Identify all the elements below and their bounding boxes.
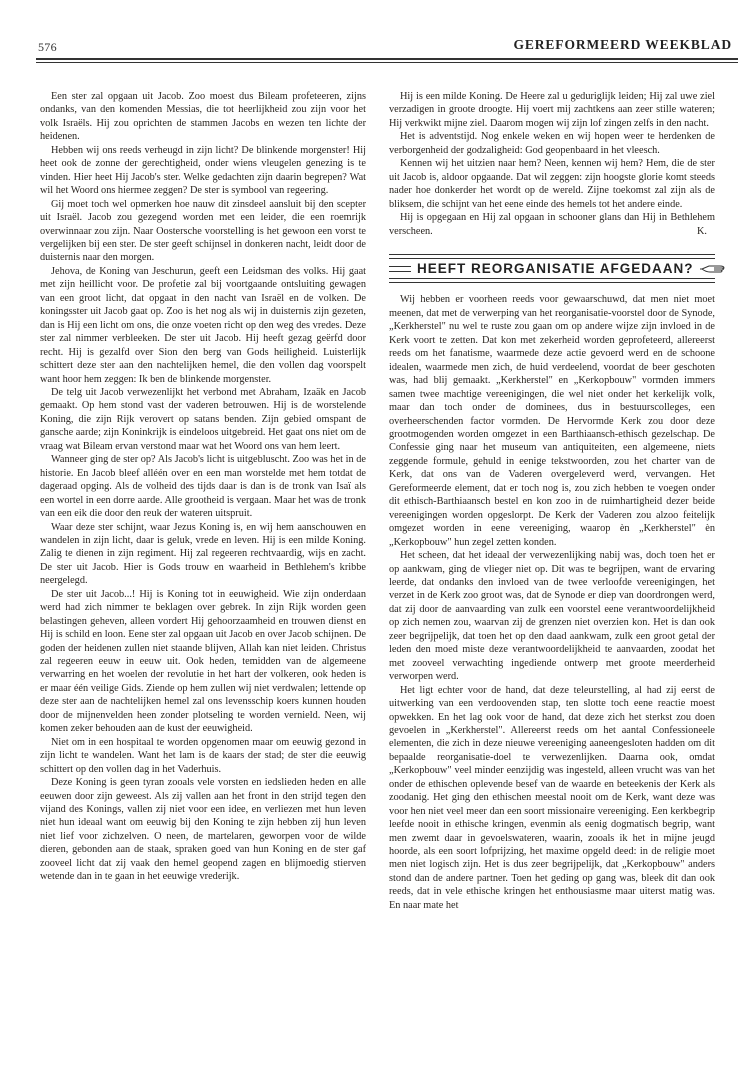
paragraph: Een ster zal opgaan uit Jacob. Zoo moest dus Bileam profeteeren, zijns ondanks, van den komenden Messias, die tot heerlijkheid zou zijn voor het volk Israëls. Hij zou oprichten de stammen Jacobs en wezen ten lichte der heidenen. xyxy=(40,91,366,143)
article-heading: HEEFT REORGANISATIE AFGEDAAN? xyxy=(417,261,694,276)
heading-line xyxy=(389,259,715,278)
paragraph: Deze Koning is geen tyran zooals vele vorsten en iedslieden heden en alle eeuwen door zijn geweest. Als zij vallen aan het front in den strijd tegen den vijand des Konings, vallen zij niet voor een idee, en verliezen met hun leven niet hun ideaal want om eeuwig bij den Koning te zijn hebben zij hun leven niet lief voor zichzelven. O neen, de martelaren, geworpen voor de wilde dieren, gebonden aan de staak, spraken goed van hun Koning en de ster gaf zooveel licht dat zij vaak den hemel geopend zagen en blijmoedig stierven wetende dan in te gaan in het eeuwige vrederijk. xyxy=(40,777,366,883)
paragraph: Het ligt echter voor de hand, dat deze teleurstelling, al had zij eerst de uitwerking van een verdoovenden stap, ten slotte toch eene reactie moest opwekken. En het lag ook voor de hand, dat deze zich het sterkst zou doen gevoelen in „Kerkherstel". Allereerst reeds om het aantal Confessioneele elementen, die zich in deze nieuwe vereeniging aaneengesloten hadden om dit bepaalde reorganisatie-doel te verwezenlijken. Daarna ook, omdat „Kerkopbouw" veel minder eenzijdig was ingesteld, alleen vrucht was van het onder de ethischen oplevende besef van de waarde en beteekenis der Kerk als zoodanig. Het ging den ethischen meestal nooit om de Kerk, want deze was voor hen niet veel meer dan een soort missionaire vereeniging. Een kerkbegrip leefde nooit in ethische kringen, evenmin als eenig dogmatisch begrip, want men zwemt daar in gevoelswateren, waarin, zooals ik het in mijne jeugd hoorde, als een soort lofprijzing, het maxime opgeld deed: in de religie moet men niet logisch zijn. Het is dus zeer begrijpelijk, dat „Kerkopbouw" anders stond dan de andere partner. Toen het geding op gang was, bleek dit dan ook reeds, dat in vele ethische kringen het enthousiasme maar uiterst matig was. En naar mate het xyxy=(389,684,715,911)
signoff: K. xyxy=(696,225,707,237)
paragraph: De ster uit Jacob...! Hij is Koning tot in eeuwigheid. Wie zijn onderdaan werd had zich nimmer te beklagen over gebrek. In zijn Rijk worden geen belastingen geheven, alleen vordert Hij gehoorzaamheid en trouwen dienst en Hij is schild en loon. Eene ster zal opgaan uit Jacob en over Jacob schijnen. De goden der heidenen zullen niet staande blijven, Allah kan niet leiden. Christus zal regeeren eeuw in eeuw uit. Ook heden, temidden van de algemeene verwarring en het woelen der revolutie in het hart der volkeren, ook heden is er maar één veilige Gids. Ziende op hem zullen wij niet verdwalen; lettende op deze ster aan de nachtelijken hemel zal ons levensschip koers kunnen houden door de mijnenvelden heen zonder plotseling te worden vernield. Neen, wij komen zeker behouden aan de kust der eeuwigheid. xyxy=(40,588,366,735)
paragraph-text: Hij is opgegaan en Hij zal opgaan in schooner glans dan Hij in Bethlehem verscheen. xyxy=(389,212,715,237)
paragraph: De telg uit Jacob verwezenlijkt het verbond met Abraham, Izaäk en Jacob gemaakt. Op hem stond vast der vaderen betrouwen. Hij is de worstelende Koning, die zijn Rijk verovert op satans benden. Zijn gebied omspant de gansche aarde; zijn Koninkrijk is eindeloos uitgebreid. Het gaat ons niet om de vraag wat Bileam ervan verstond maar wat het Woord ons van hem leert. xyxy=(40,386,366,452)
paragraph: Hebben wij ons reeds verheugd in zijn licht? De blinkende morgenster! Hij heet ook de zonne der gerechtigheid, onder wiens vleugelen genezing is te vinden. Hier heet Hij Jacob's ster. Welke gedachten zijn daarin begrepen? Wat wil het Woord ons hiermee zeggen? De ster is symbool van regeering. xyxy=(40,144,366,197)
heading-rule-bottom xyxy=(389,278,715,283)
paragraph: Hij is een milde Koning. De Heere zal u geduriglijk leiden; Hij zal uwe ziel verzadigen in groote droogte. Hij voert mij zachtkens aan zeer stille wateren; Hij verkwikt mijne ziel. Daarom mogen wij zijn lof zingen zelfs in den nacht. xyxy=(389,91,715,129)
paragraph: Kennen wij het uitzien naar hem? Neen, kennen wij hem? Hem, die de ster uit Jacob is, aldoor opgaande. Dat wil zeggen: zijn hoogste glorie komt steeds nader hoe donkerder het wordt op de wereld. Zijne toekomst zal zijn als de bliksem, die schijnt van het eene einde des hemels tot het andere einde. xyxy=(389,158,715,210)
paragraph: Het scheen, dat het ideaal der verwezenlijking nabij was, doch toen het er op aankwam, ging de vlieger niet op. Dit was te begrijpen, want de ervaring leerde, dat ondanks den invloed van de twee verloofde vereenigingen, het verzet in de Kerk zoo groot was, dat de Synode er diep van doordrongen werd, dat zij door de aanvaarding van zulk een voorstel eene verantwoordelijkheid op zich nemen zou, waarvan zij de grenzen niet overzien kon. Het is dan ook zeer begrijpelijk, dat toen het op den daad aankwam, zulk een groot getal der leden den moed miste deze verantwoordelijkheid te aanvaarden, zoodat het met zooveel verwachting ingediende ontwerp met groote meerderheid verworpen werd. xyxy=(389,550,715,683)
paragraph: Wij hebben er voorheen reeds voor gewaarschuwd, dat men niet moet meenen, dat met de verwerping van het reorganisatie-voorstel door de Synode, „Kerkherstel" nu wel te ruste zou gaan om op andere wijze zijn invloed in de Kerk voort te zetten. Dat kon met zekerheid worden geprofeteerd, allereerst reeds om het fanatisme, waarmede deze actie gevoerd werd en de schoone idealen, waarmede men zich, de huid verdeelend, voordat de beer geschoten was, had blij gemaakt. „Kerkherstel" en „Kerkopbouw" vormden immers samen twee machtige vereenigingen, die wel niet onder het kerkelijk volk, maar dan toch onder de dominees, dus in bestuurscolleges, een overheerschenden factor vormden. De Hervormde Kerk zou door deze grootmogenden worden omgezet in een Barthiaansch-ethisch gezelschap. De Confessie ging naar het museum van antiquiteiten, een algemeene, niets zeggende formule, gehuld in eenige tekstwoorden, zou het charter van de Kerk, dat ons van de Vaderen overgeleverd werd, vervangen. Het Gereformeerde element, dat er toch nog is, zou zich hebben te voegen onder dit ethisch-Barthiaansch bestel en kon zoo in de ruimhartigheid dezer beide vereenigingen worden opgeslorpt. De Kerk der Vaderen zou alzoo feitelijk omgezet worden in eene vereeniging, waarop èn „Kerkherstel" èn „Kerkopbouw" hun zegel zetten konden. xyxy=(389,294,715,548)
paragraph: Waar deze ster schijnt, waar Jezus Koning is, en wij hem aanschouwen en wandelen in zijn licht, daar is geluk, vrede en leven. Hij is een milde Koning. Zalig te dienen in zijn regiment. Hij zal regeeren rechtvaardig, wijs en zacht. De ster uit Jacob. Hier is Gods trouw en waarheid in Bethlehem's kribbe neergelegd. xyxy=(40,521,366,587)
paragraph: Gij moet toch wel opmerken hoe nauw dit zinsdeel aansluit bij den scepter uit Israël. Jacob zou gezegend worden met een leider, die een roemrijk overwinnaar zou zijn. Naar Oostersche voorstelling is het gewoon een vorst te vergelijken bij een ster. De ster geeft schijnsel in donkeren nacht, leidt door de duisternis naar den morgen. xyxy=(40,198,366,264)
paragraph: Wanneer ging de ster op? Als Jacob's licht is uitgebluscht. Zoo was het in de historie. En Jacob bleef alléén over en een man worstelde met hem totdat de dageraad opging. Als de volheid des tijds daar is dan is de tronk van Isaï als een wortel in een dorre aarde. Alle grootheid is vergaan. Maar het was de tronk van een eik die door den reuk der wateren uitspruit. xyxy=(40,454,366,520)
page-number: 576 xyxy=(38,40,57,54)
paragraph: Niet om in een hospitaal te worden opgenomen maar om eeuwig gezond in zijn licht te wandelen. Want het lam is de kaars der stad; de ster die eeuwig schittert op den vollen dag in het Vaderhuis. xyxy=(40,736,366,775)
right-column xyxy=(389,90,715,912)
paragraph: Het is adventstijd. Nog enkele weken en wij hopen weer te herdenken de verborgenheid der godzaligheid: God geopenbaard in het vleesch. xyxy=(389,131,715,156)
left-column xyxy=(40,90,366,884)
article-heading-box xyxy=(389,254,715,283)
heading-rule-left xyxy=(389,266,411,272)
pointing-hand-ornament-icon xyxy=(700,263,726,275)
paragraph xyxy=(389,211,715,238)
running-head: GEREFORMEERD WEEKBLAD xyxy=(513,37,732,52)
paragraph: Jehova, de Koning van Jeschurun, geeft een Leidsman des volks. Hij gaat met zijn heillicht voor. De profetie zal bij voortgaande ontsluiting gewagen van een groot licht, dat opgaat in den nacht van Israël en de volken. De koningsster uit Jacob gaat op. Zoo is het nog als wij in duisternis zijn gezeten, dan is Hij een licht om ons, die onze voeten richt op den weg des vredes. Deze ster zal nimmer verbleeken. De ster uit Jacob. Hij heeft gezag geërfd door recht. Hij is gezalfd over Sion den berg van Gods heiligheid. Luisterlijk schittert deze ster aan den nachtelijken hemel, die den vollen dag voorspelt want hoor hem zeggen: Ik ben de blinkende morgenster. xyxy=(40,265,366,385)
header-rule xyxy=(36,58,738,63)
